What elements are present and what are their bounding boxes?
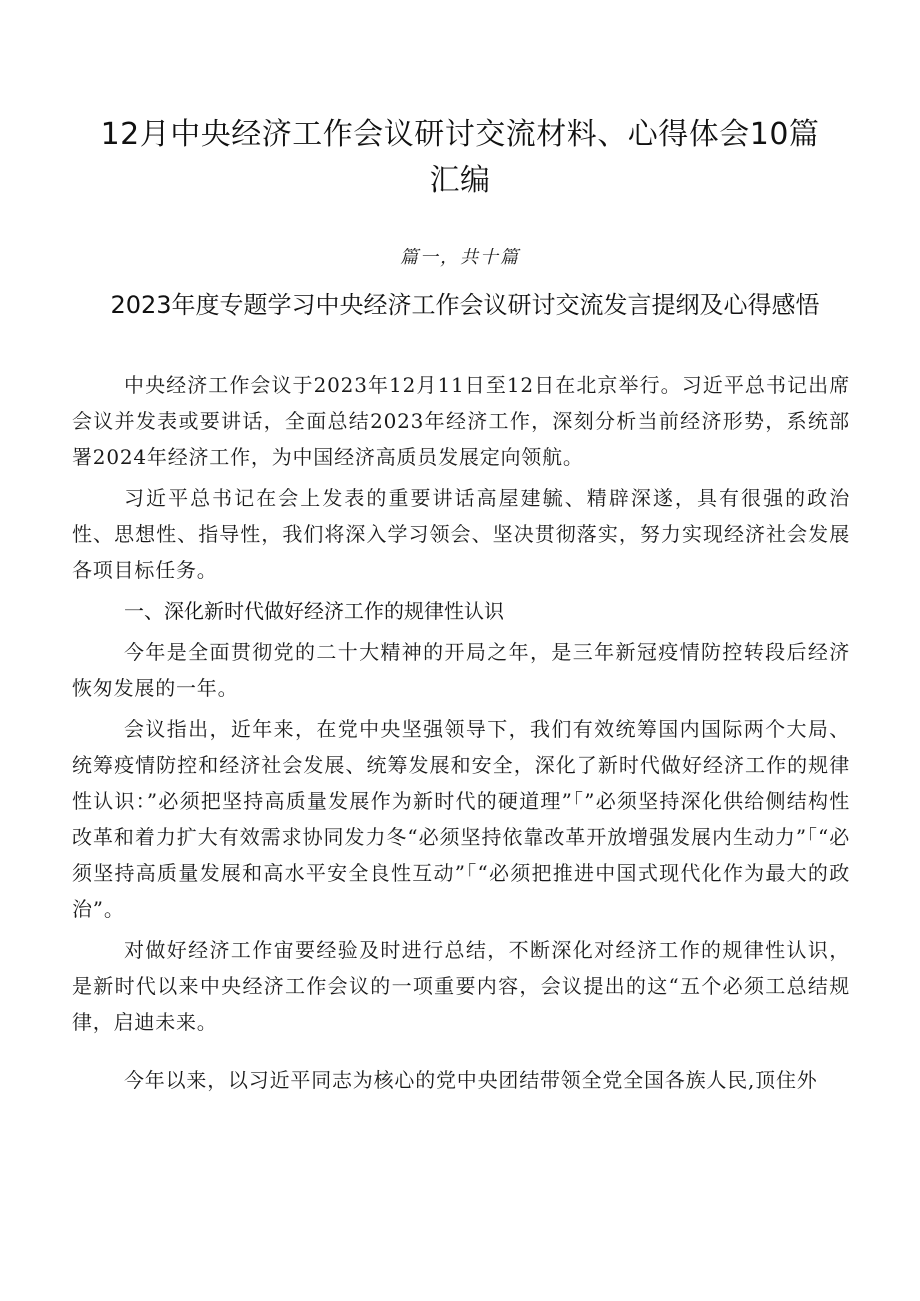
paragraph: 中央经济工作会议于2023年12月11日至12日在北京举行。习近平总书记出席会议并发表或要讲话，全面总结2023年经济工作，深刻分析当前经济形势，系统部署2024年经济工作，为中国经济高质员发展定向领航。 bbox=[72, 373, 850, 469]
paragraph: 对做好经济工作宙要经验及时进行总结，不断深化对经济工作的规律性认识，是新时代以来中央经济工作会议的一项重要内容，会议提出的这“五个必须工总结规律，启迪未来。 bbox=[72, 938, 850, 1034]
section-heading: 一、深化新时代做好经济工作的规律性认识 bbox=[124, 599, 504, 623]
section-label: 篇一，共十篇 bbox=[400, 247, 520, 268]
paragraph: 今年以来，以习近平同志为核心的党中央团结带领全党全国各族人民,顶住外 bbox=[124, 1068, 818, 1092]
document-title: 12月中央经济工作会议研讨交流材料、心得体会10篇汇编 bbox=[100, 117, 820, 198]
paragraph: 会议指出，近年来，在党中央坚强领导下，我们有效统筹国内国际两个大局、统筹疫情防控和经济社会发展、统筹发展和安全，深化了新时代做好经济工作的规律性认识：”必须把坚持高质量发展作为新时代的硬道理”「”必须坚持深化供给侧结构性改革和着力扩大有效需求协同发力冬“必须坚持依靠改革开放增强发展内生动力”「“必须坚持高质量发展和高水平安全良性互动”「“必须把推进中国式现代化作为最大的政治”。 bbox=[72, 717, 850, 921]
paragraph: 习近平总书记在会上发表的重要讲话高屋建毓、精辟深遂，具有很强的政治性、思想性、指导性，我们将深入学习领会、坚决贯彻落实，努力实现经济社会发展各项目标任务。 bbox=[72, 486, 850, 582]
paragraph: 今年是全面贯彻党的二十大精神的开局之年，是三年新冠疫情防控转段后经济恢匆发展的一年。 bbox=[72, 640, 850, 700]
article-subtitle: 2023年度专题学习中央经济工作会议研讨交流发言提纲及心得感悟 bbox=[110, 291, 820, 319]
article-body bbox=[72, 367, 850, 1103]
